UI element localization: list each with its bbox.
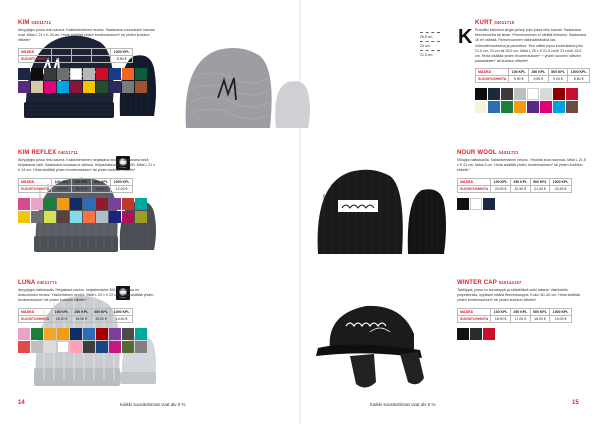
color-swatch: [135, 68, 147, 80]
color-swatch: [109, 328, 121, 340]
color-swatch: [96, 341, 108, 353]
color-swatch: [122, 341, 134, 353]
product-photo: [310, 154, 450, 269]
product-title: KURT 04011715: [475, 20, 515, 26]
color-swatch: [96, 81, 108, 93]
color-swatch: [475, 101, 487, 113]
color-swatch: [31, 198, 43, 210]
color-swatch: [470, 328, 482, 340]
color-swatch: [109, 341, 121, 353]
color-swatch: [70, 211, 82, 223]
color-swatch: [44, 341, 56, 353]
color-swatch: [18, 341, 30, 353]
color-swatch: [31, 81, 43, 93]
reflective-tag-image: Reipatar: [116, 156, 130, 170]
product-title: KIM REFLEX 04011711: [18, 150, 78, 156]
beanie-image: [310, 154, 450, 269]
color-swatch: [566, 88, 578, 100]
product-description: Akryylipipo taittokaulla. Heijastava neulos, heijastenauha 300. Yläosassa on isokuvioinen neulos. Yksikertainen neulos. Mitat L 20 x K 22 cm. Hinta sisältää yhden brodeerauksen* tai yhden kudotun etiketin*: [18, 288, 154, 303]
page-number-left: 14: [18, 400, 25, 406]
color-swatch: [83, 68, 95, 80]
color-swatches: [18, 68, 153, 93]
color-swatch: [96, 328, 108, 340]
color-swatch: [475, 88, 487, 100]
color-swatch: [540, 88, 552, 100]
color-swatch: [83, 211, 95, 223]
product-title: NOUR WOOL 04011721: [457, 150, 519, 156]
color-swatch: [57, 81, 69, 93]
color-swatch: [70, 328, 82, 340]
color-swatch: [96, 211, 108, 223]
color-swatch: [122, 198, 134, 210]
price-table: MÄÄRÄ 100 KPL 250 KPL 500 KPL 1000 KPL SUOSITUSHINTA 19,90 € 18,00 € 16,00 € 12,00 €: [18, 178, 133, 193]
color-swatch: [57, 328, 69, 340]
color-swatch: [483, 198, 495, 210]
product-photo: [310, 284, 450, 399]
price-table: MÄÄRÄ 100 KPL 250 KPL 500 KPL 1000 KPL SUOSITUSHINTA 9,90 € 9,50 € 9,00 € 8,50 €: [475, 68, 590, 83]
color-swatch: [457, 328, 469, 340]
product-title: WINTER CAP 040144157: [457, 280, 522, 286]
product-details: [457, 20, 587, 113]
color-swatch: [109, 68, 121, 80]
color-swatch: [514, 101, 526, 113]
reflective-tag-image: Reipatar: [116, 286, 130, 300]
color-swatches: [475, 88, 585, 113]
product-details: [457, 150, 587, 210]
color-swatch: [122, 211, 134, 223]
color-swatch: [31, 68, 43, 80]
color-swatch: [18, 198, 30, 210]
color-swatch: [135, 81, 147, 93]
color-swatch: [31, 328, 43, 340]
product-details: [457, 280, 587, 340]
color-swatch: [122, 81, 134, 93]
color-swatch: [83, 198, 95, 210]
price-table: MÄÄRÄ 100 KPL 250 KPL 500 KPL 1000 KPL SUOSITUSHINTA 23,90 € 22,50 € 21,00 € 20,90 €: [457, 178, 572, 193]
color-swatch: [57, 211, 69, 223]
height-options: 25,5 cm 23 cm 21,5 cm: [420, 30, 442, 57]
color-swatch: [566, 101, 578, 113]
product-description: Akryylipipo jossa reilu sauma. Kaksinkertainen heijastava neulos. Saatavana sekä heijastavat värit. Saatavana useassa ei värissä. Heijastusbrodeeraus 300. Mitat L 21 x K 24 cm. Hinta sisältää yhden brodeerauksen* tai yhden kudotun etiketin*: [18, 158, 156, 173]
product-photo: [172, 28, 312, 143]
color-swatch: [44, 211, 56, 223]
color-swatches: [457, 328, 592, 340]
color-swatches: [18, 198, 153, 223]
color-swatch: [18, 68, 30, 80]
color-swatch: [31, 341, 43, 353]
color-swatch: [109, 211, 121, 223]
color-swatch: [44, 81, 56, 93]
color-swatch: [501, 101, 513, 113]
color-swatch: [96, 198, 108, 210]
product-description: Villapipo taittokaulla. Kaksinkertainen neulos. Yhtoisfa kuvo saumaa. Mitat L 21,5 x K 22 cm, taitos 5 cm. Hinta sisältää yhden brodeerauksen* tai yhden kudotun etiketin*: [457, 158, 586, 173]
color-swatch: [44, 68, 56, 80]
height-letter: K: [458, 26, 473, 48]
color-swatch: [527, 88, 539, 100]
product-details: [18, 20, 158, 93]
color-swatch: [109, 81, 121, 93]
color-swatch: [553, 101, 565, 113]
product-title: LUNA 04011771: [18, 280, 58, 286]
beanie-image: [172, 28, 312, 143]
product-title: KIM 04011711: [18, 20, 52, 26]
color-swatch: [540, 101, 552, 113]
color-swatch: [70, 81, 82, 93]
color-swatch: [18, 81, 30, 93]
footer-note-right: Kaikki suosituhinnat ovat alv 0 %: [370, 402, 436, 407]
color-swatch: [470, 198, 482, 210]
color-swatch: [135, 328, 147, 340]
product-details: [18, 280, 158, 353]
color-swatch: [135, 341, 147, 353]
price-table: MÄÄRÄ 100 KPL 250 KPL 500 KPL 1000 KPL SUOSITUSHINTA 9,90 € 9,50 € 9,00 € 8,50 €: [18, 48, 133, 63]
product-details: [18, 150, 158, 223]
color-swatch: [70, 341, 82, 353]
color-swatch: [122, 68, 134, 80]
color-swatch: [527, 101, 539, 113]
color-swatch: [488, 88, 500, 100]
color-swatch: [31, 211, 43, 223]
color-swatch: [135, 198, 147, 210]
color-swatch: [483, 328, 495, 340]
color-swatch: [70, 68, 82, 80]
product-description: Pussillisi kiskotoni single-jersey pipo jossa reilu sauma. Saatavana fleecevuorilla tai ilman. Fleecevuorinen ei värittiä erikseen. Saatavana 16 eri värissä. Fleecevuorinen näkinsähtävänä taa, rivibrodeerauksena ja-paneelina. Yksi vallita pipon korkeuksiksi joko 21,5 cm, 23 cm tai 25,5 cm. Mitat L 26 x K 21,5 cm/K 23 cm/K 25,5 cm. Hinta sisältää yhden brodeerauksen* + yhden suurien/ silkvien painatuksen* tai kudotun etiketin*: [475, 28, 587, 64]
price-table: MÄÄRÄ 100 KPL 250 KPL 500 KPL 1000 KPL SUOSITUSHINTA 16,90 € 16,00 € 15,00 € 14,50 €: [18, 308, 133, 323]
cap-image: [310, 284, 450, 399]
color-swatch: [83, 341, 95, 353]
color-swatch: [70, 198, 82, 210]
color-swatch: [57, 68, 69, 80]
color-swatch: [83, 81, 95, 93]
color-swatch: [44, 198, 56, 210]
color-swatch: [514, 88, 526, 100]
color-swatch: [57, 341, 69, 353]
color-swatch: [109, 198, 121, 210]
color-swatch: [553, 88, 565, 100]
color-swatch: [488, 101, 500, 113]
color-swatch: [18, 328, 30, 340]
color-swatch: [18, 211, 30, 223]
price-table: MÄÄRÄ 100 KPL 250 KPL 500 KPL 1000 KPL SUOSITUSHINTA 18,90 € 17,00 € 16,00 € 15,00 €: [457, 308, 572, 323]
product-description: Talvilippis, jossa on korvalappit ja säädettävä solki takana. Valmistettu polyesterista, lippiksen sisällä fleecevkauppa. Koko: 60–62 cm. Hinta sisältää yhden brodeerauksen* tai yhden kudotun etiketin*: [457, 288, 580, 303]
color-swatch: [57, 198, 69, 210]
color-swatch: [457, 198, 469, 210]
color-swatch: [96, 68, 108, 80]
color-swatch: [122, 328, 134, 340]
color-swatch: [135, 211, 147, 223]
footer-note-left: Kaikki suosituhinnat ovat alv 0 %: [120, 402, 186, 407]
product-description: Akryylipipo jossa reilu sauma. Kaksinkertainen neulos. Saatavana vuorauksen kanssa ovat. Mitat L 21 x K 24 cm. Hinta sisältää yhden brodeerauksen* tai yhden kudotun etiketin*: [18, 28, 155, 43]
page-number-right: 15: [572, 400, 579, 406]
color-swatch: [501, 88, 513, 100]
color-swatch: [83, 328, 95, 340]
color-swatches: [457, 198, 592, 210]
color-swatch: [44, 328, 56, 340]
color-swatches: [18, 328, 153, 353]
